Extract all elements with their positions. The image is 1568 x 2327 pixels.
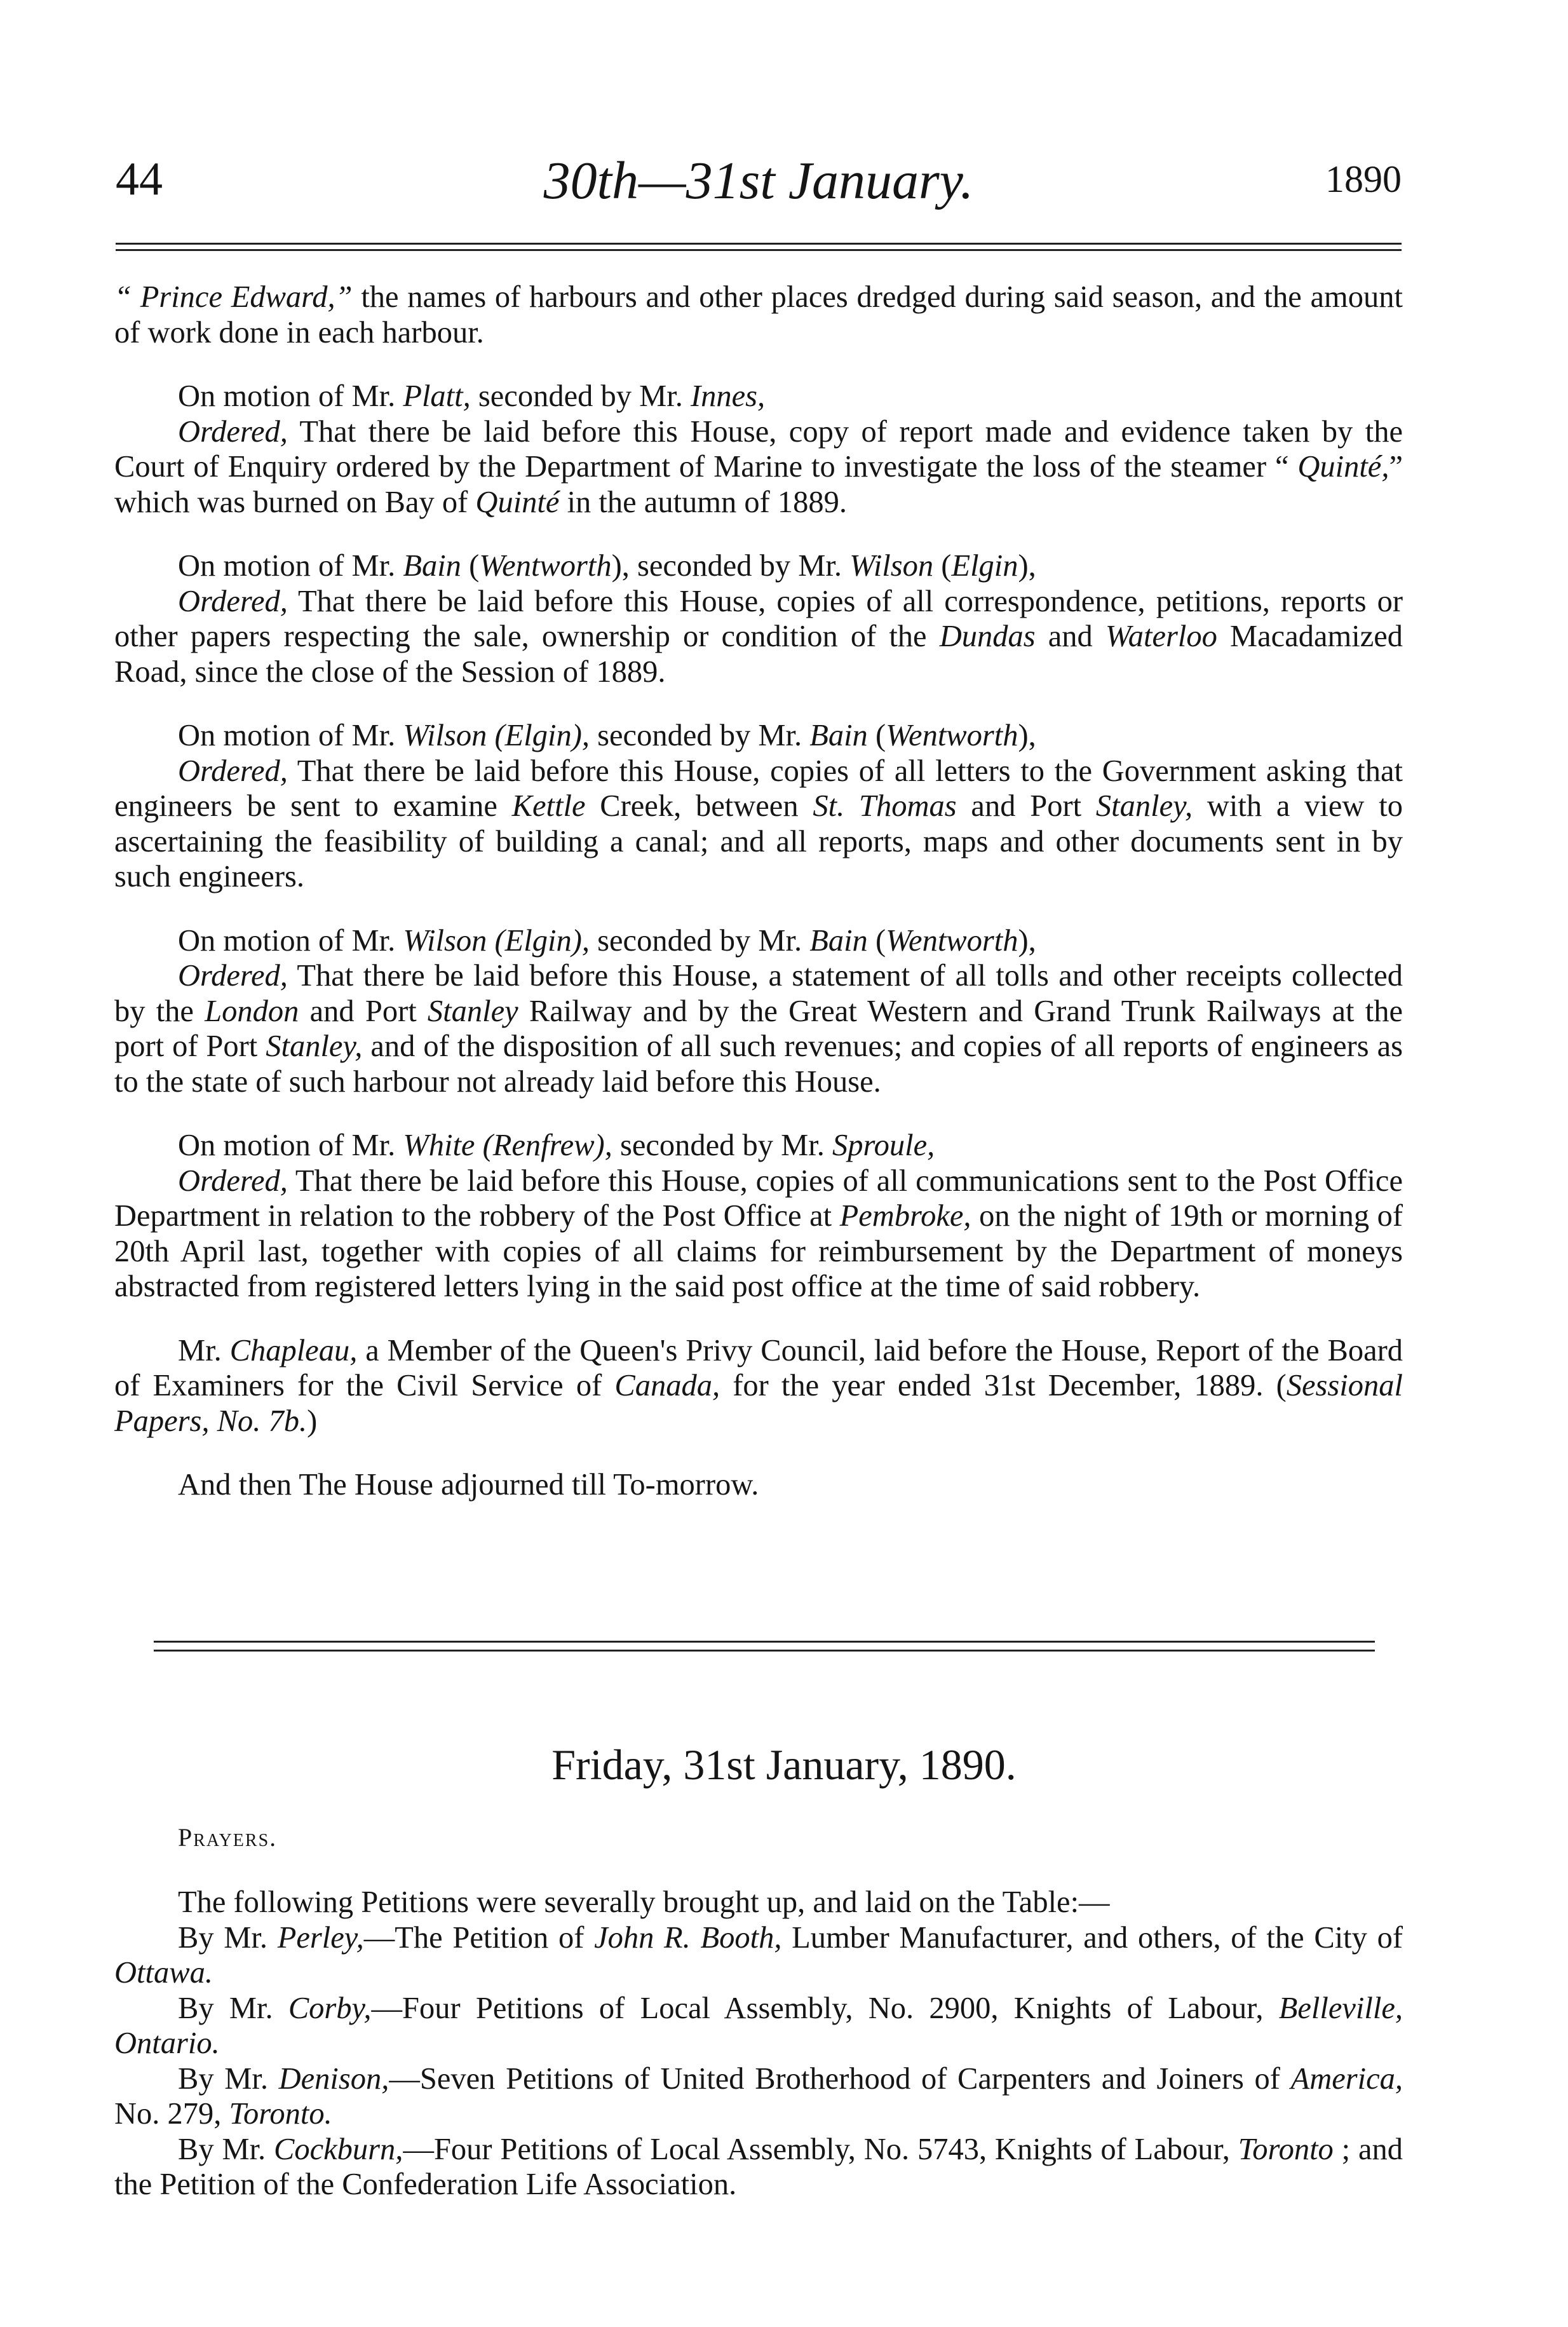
petition-corby: By Mr. Corby,—Four Petitions of Local Assembly, No. 2900, Knights of Labour, Belleville, Ontario. xyxy=(114,1991,1403,2060)
order-pembroke: Ordered, That there be laid before this House, copies of all communications sent to the Post Office Department in relation to the robbery of the Post Office at Pembroke, on the night of 19th or morning of 20th April last, together with copies of all claims for reimbursement by the Department of moneys abstracted from registered letters lying in the said post office at the time of said robbery. xyxy=(114,1164,1403,1303)
petition-denison: By Mr. Denison,—Seven Petitions of United Brotherhood of Carpenters and Joiners of America, No. 279, Toronto. xyxy=(114,2061,1403,2131)
motion-white: On motion of Mr. White (Renfrew), seconded by Mr. Sproule, xyxy=(178,1129,935,1162)
proceedings-jan-30 xyxy=(114,280,1403,1503)
order-quinte: Ordered, That there be laid before this House, copy of report made and evidence taken by the Court of Enquiry ordered by the Department of Marine to investigate the loss of the steamer “ Quinté,” which was burned on Bay of Quinté in the autumn of 1889. xyxy=(114,414,1403,519)
page-number: 44 xyxy=(116,153,163,205)
section-rule-bottom xyxy=(154,1650,1375,1652)
page-year: 1890 xyxy=(1325,158,1402,200)
header-rule-bottom xyxy=(116,249,1402,251)
motion-platt: On motion of Mr. Platt, seconded by Mr. Innes, xyxy=(178,379,766,413)
paragraph-continuation: “ Prince Edward,” the names of harbours and other places dredged during said season, and the amount of work done in each harbour. xyxy=(114,280,1403,349)
motion-wilson-2: On motion of Mr. Wilson (Elgin), seconded by Mr. Bain (Wentworth), xyxy=(178,923,1036,958)
section-rule-top xyxy=(154,1641,1375,1643)
adjournment: And then The House adjourned till To-morrow. xyxy=(178,1468,759,1502)
petitions-intro: The following Petitions were severally brought up, and laid on the Table:— xyxy=(178,1885,1110,1919)
order-kettle-creek: Ordered, That there be laid before this House, copies of all letters to the Government asking that engineers be sent to examine Kettle Creek, between St. Thomas and Port Stanley, with a view to ascertaining the feasibility of building a canal; and all reports, maps and other documents sent in by such engineers. xyxy=(114,754,1403,893)
petition-perley: By Mr. Perley,—The Petition of John R. Booth, Lumber Manufacturer, and others, of the City of Ottawa. xyxy=(114,1920,1403,1990)
header-rule-top xyxy=(116,243,1402,245)
prayers-label: Prayers. xyxy=(178,1823,278,1852)
order-port-stanley: Ordered, That there be laid before this House, a statement of all tolls and other receipts collected by the London and Port Stanley Railway and by the Great Western and Grand Trunk Railways at the port of Port Stanley, and of the disposition of all such revenues; and copies of all reports of engineers as to the state of such harbour not already laid before this House. xyxy=(114,959,1403,1099)
motion-bain: On motion of Mr. Bain (Wentworth), seconded by Mr. Wilson (Elgin), xyxy=(178,549,1036,583)
page-title: 30th—31st January. xyxy=(543,151,974,210)
motion-wilson-1: On motion of Mr. Wilson (Elgin), seconded by Mr. Bain (Wentworth), xyxy=(178,719,1036,752)
order-dundas-road: Ordered, That there be laid before this House, copies of all correspondence, petitions, reports or other papers respecting the sale, ownership or condition of the Dundas and Waterloo Macadamized Road, since the close of the Session of 1889. xyxy=(114,584,1403,689)
petitions-jan-31 xyxy=(114,1885,1403,2202)
page-header xyxy=(116,153,1402,210)
report-chapleau: Mr. Chapleau, a Member of the Queen's Privy Council, laid before the House, Report of the Board of Examiners for the Civil Service of Canada, for the year ended 31st December, 1889. (Sessional Papers, No. 7b.) xyxy=(114,1333,1403,1438)
petition-cockburn: By Mr. Cockburn,—Four Petitions of Local Assembly, No. 5743, Knights of Labour, Toronto ; and the Petition of the Confederation Life Association. xyxy=(114,2132,1403,2201)
section-heading: Friday, 31st January, 1890. xyxy=(551,1740,1017,1789)
